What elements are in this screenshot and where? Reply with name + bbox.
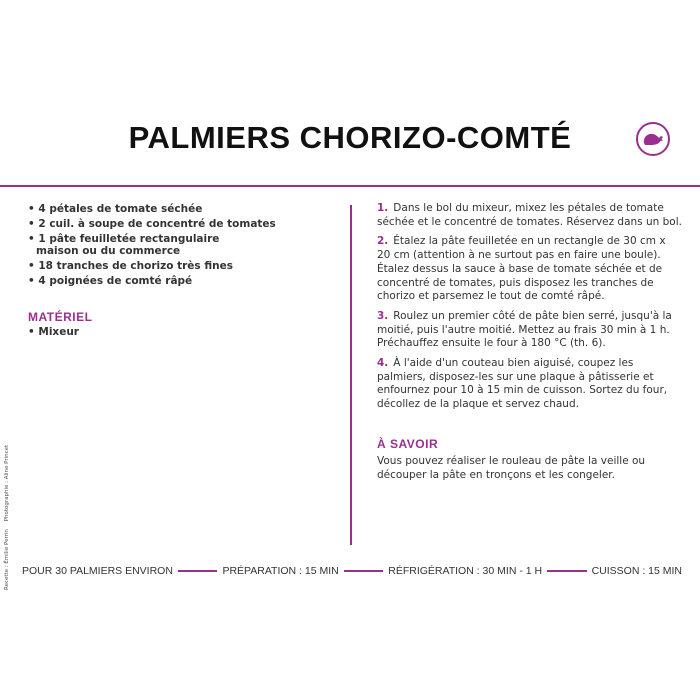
step [377, 310, 682, 351]
cook-time: CUISSON : 15 MIN [591, 565, 683, 577]
step-text: Étalez la pâte feuilletée en un rectangle de 30 cm x 20 cm (attention à ne surtout pas en faire une boule). Étalez dessus la sauce à base de tomate séchée et de concentré de tomates, puis disposez les tranches de chorizo et parsemez le tout de comté râpé. [377, 235, 666, 303]
step-number: 4. [377, 357, 389, 370]
materiel-section [28, 310, 92, 338]
savoir-text: Vous pouvez réaliser le rouleau de pâte la veille ou découper la pâte en tronçons et les congeler. [377, 455, 646, 481]
step [377, 202, 682, 229]
chicken-icon [642, 131, 664, 147]
ingredient-item: • 18 tranches de chorizo très fines [28, 260, 338, 272]
ingredient-item: • 4 pétales de tomate séchée [28, 203, 338, 215]
materiel-heading: MATÉRIEL [28, 310, 93, 324]
ingredient-item: • 2 cuil. à soupe de concentré de tomates [28, 218, 338, 230]
credits [4, 439, 10, 590]
step-number: 2. [377, 235, 389, 248]
step-number: 3. [377, 309, 389, 322]
category-badge [636, 122, 670, 156]
separator-line [178, 570, 218, 572]
recipe-credit: Recette : Émilie Perrin [4, 529, 10, 590]
photo-credit: Photographie : Aline Princet [4, 444, 10, 522]
step [377, 235, 682, 304]
separator-line [344, 570, 384, 572]
steps-list [377, 202, 682, 418]
header-divider [0, 185, 700, 187]
ingredient-item: • 4 poignées de comté râpé [28, 275, 338, 287]
savoir-section [377, 437, 682, 482]
step-text: À l'aide d'un couteau bien aiguisé, coupez les palmiers, disposez-les sur une plaque à pâtisserie et enfournez pour 10 à 15 min de cuisson. Sortez du four, décollez de la plaque et servez chaud. [377, 357, 668, 411]
step-text: Roulez un premier côté de pâte bien serré, jusqu'à la moitié, puis l'autre moitié. Mettez au frais 30 min à 1 h. Préchauffez ensuite le four à 180 °C (th. 6). [377, 309, 672, 350]
prep-time: PRÉPARATION : 15 MIN [222, 565, 339, 577]
servings: POUR 30 PALMIERS ENVIRON [22, 565, 173, 577]
step [377, 357, 682, 412]
column-divider [350, 205, 352, 545]
recipe-title: PALMIERS CHORIZO-COMTÉ [128, 120, 572, 155]
chill-time: RÉFRIGÉRATION : 30 MIN - 1 H [388, 565, 543, 577]
materiel-item: • Mixeur [28, 326, 92, 338]
savoir-heading: À SAVOIR [377, 437, 439, 451]
ingredients-list [28, 203, 338, 290]
separator-line [547, 570, 587, 572]
step-number: 1. [377, 202, 389, 214]
recipe-info-bar [22, 565, 682, 577]
step-text: Dans le bol du mixeur, mixez les pétales de tomate séchée et le concentré de tomates. Réservez dans un bol. [377, 202, 682, 228]
ingredient-item: • 1 pâte feuilletée rectangulaire maison ou du commerce [28, 233, 261, 257]
